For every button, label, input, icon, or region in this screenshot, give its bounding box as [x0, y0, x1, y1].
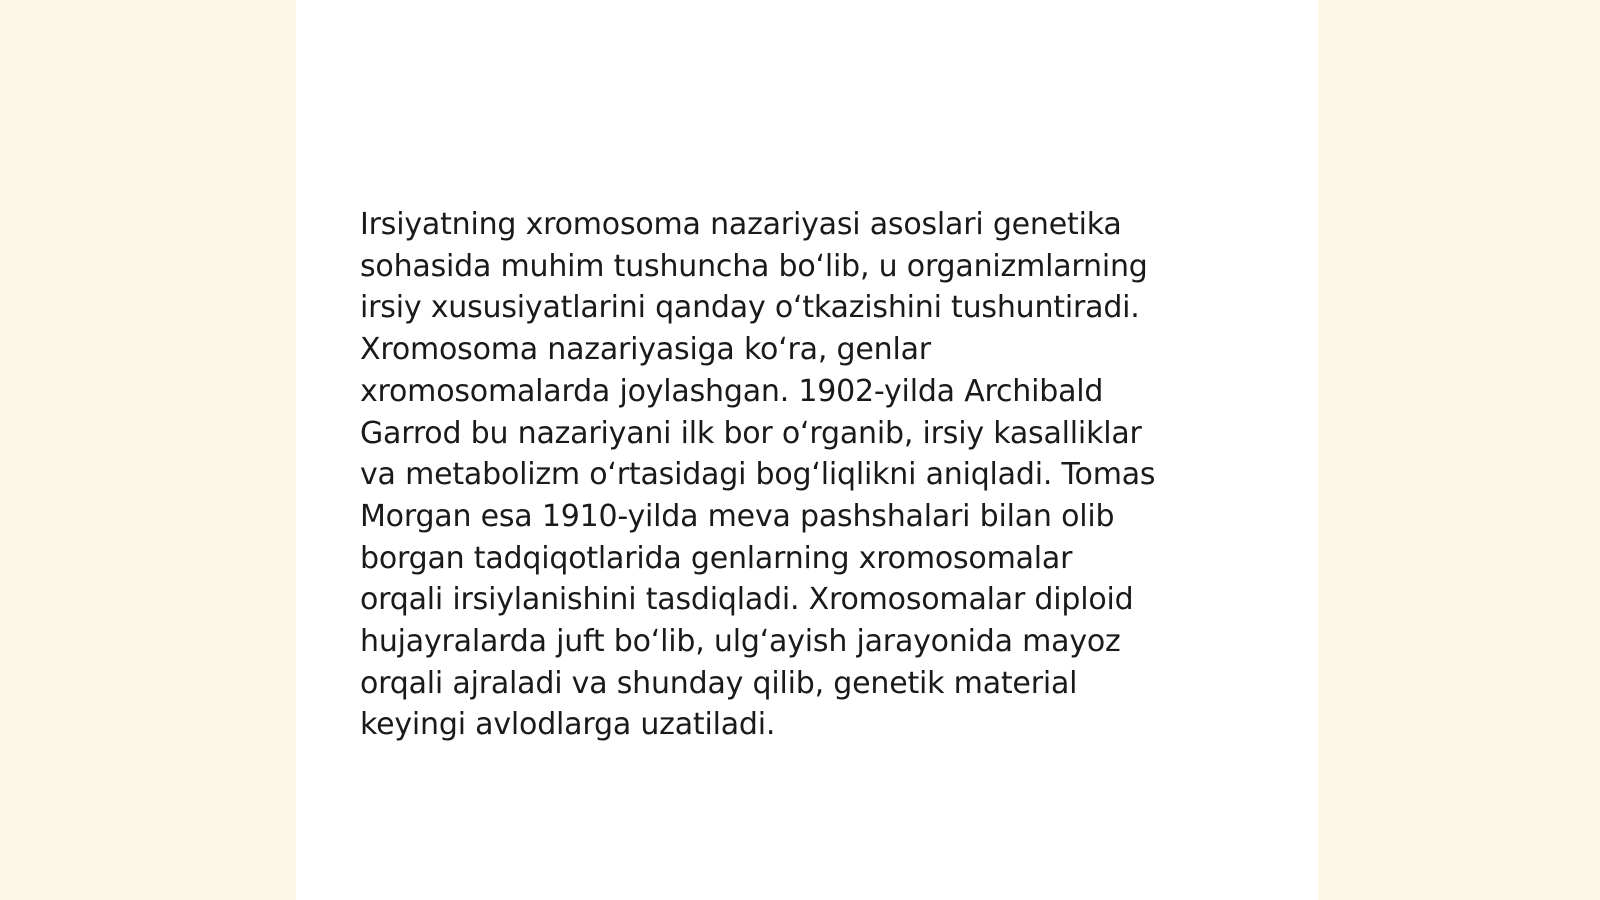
slide-body-text: Irsiyatning xromosoma nazariyasi asoslari genetika sohasida muhim tushuncha boʻlib, u organizmlarning irsiy xususiyatlarini qanday oʻtkazishini tushuntiradi. Xromosoma nazariyasiga koʻra, genlar xromosomalarda joylashgan. 1902-yilda Archibald Garrod bu nazariyani ilk bor oʻrganib, irsiy kasalliklar va metabolizm oʻrtasidagi bogʻliqlikni aniqladi. Tomas Morgan esa 1910-yilda meva pashshalari bilan olib borgan tadqiqotlarida genlarning xromosomalar orqali irsiylanishini tasdiqladi. Xromosomalar diploid hujayralarda juft boʻlib, ulgʻayish jarayonida mayoz orqali ajraladi va shunday qilib, genetik material keyingi avlodlarga uzatiladi.: [360, 207, 1156, 743]
slide-page: [296, 0, 1318, 900]
